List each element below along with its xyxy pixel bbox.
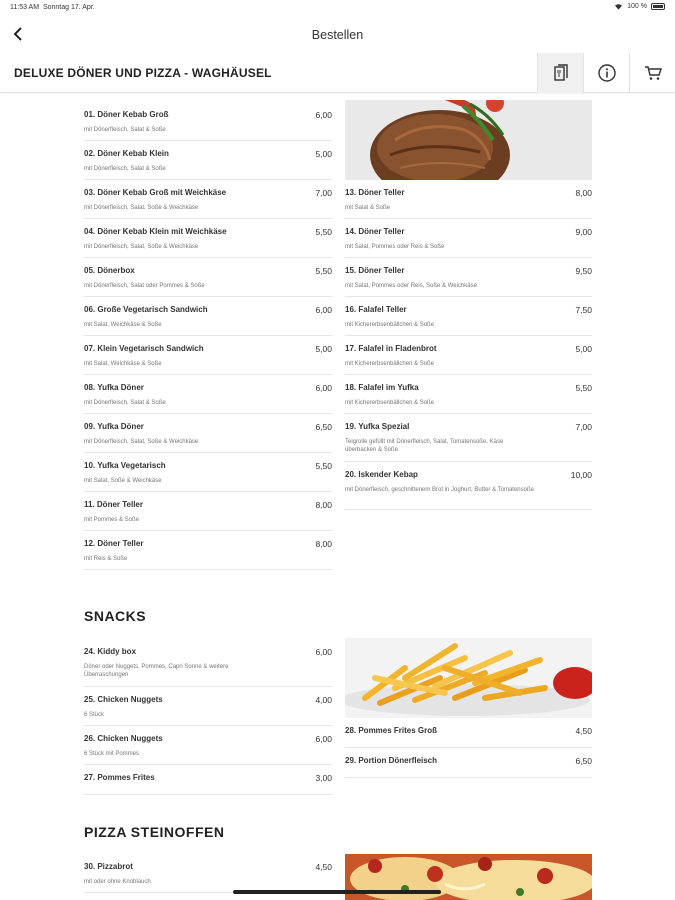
status-bar xyxy=(0,0,675,16)
menu-item[interactable] xyxy=(84,180,332,219)
menu-item[interactable] xyxy=(84,336,332,375)
menu-item-name: 13. Döner Teller xyxy=(345,188,405,197)
menu-item-price: 6,00 xyxy=(315,647,332,657)
menu-item-price: 5,50 xyxy=(575,383,592,393)
section-title-pizza: PIZZA STEINOFFEN xyxy=(84,824,225,840)
menu-item-price: 5,00 xyxy=(575,344,592,354)
menu-item[interactable] xyxy=(345,297,592,336)
menu-item-name: 30. Pizzabrot xyxy=(84,862,133,871)
cart-button[interactable] xyxy=(629,53,675,93)
menu-item-name: 06. Große Vegetarisch Sandwich xyxy=(84,305,208,314)
menu-list-pizza-left xyxy=(84,854,332,893)
menu-item-price: 4,00 xyxy=(315,695,332,705)
menu-item-description: mit Dönerfleisch, Salat & Soße xyxy=(84,166,166,172)
menu-item-price: 8,00 xyxy=(575,188,592,198)
menu-item[interactable] xyxy=(84,219,332,258)
menu-item[interactable] xyxy=(84,414,332,453)
menu-item[interactable] xyxy=(345,336,592,375)
menu-item-price: 4,50 xyxy=(575,726,592,736)
menu-item[interactable] xyxy=(345,258,592,297)
menu-item-description: 6 Stück mit Pommes xyxy=(84,751,140,757)
status-time: 11:53 AM xyxy=(10,4,40,11)
status-time-date xyxy=(10,4,95,11)
menu-item-description: mit Pommes & Soße xyxy=(84,517,140,523)
menu-item-price: 6,00 xyxy=(315,383,332,393)
menu-item-description: mit Salat, Pommes oder Reis, Soße & Weichkäse xyxy=(345,283,477,289)
menu-item-description: mit Salat & Soße xyxy=(345,205,391,211)
menu-item-name: 24. Kiddy box xyxy=(84,647,137,656)
menu-item-price: 9,50 xyxy=(575,266,592,276)
menu-card-button[interactable] xyxy=(537,53,583,93)
menu-item-name: 25. Chicken Nuggets xyxy=(84,695,163,704)
menu-item-description: mit Dönerfleisch, Salat, Soße & Weichkäse xyxy=(84,205,199,211)
menu-item-description: mit Dönerfleisch, Salat oder Pommes & Soße xyxy=(84,283,205,289)
menu-item-name: 04. Döner Kebab Klein mit Weichkäse xyxy=(84,227,227,236)
menu-item[interactable] xyxy=(84,102,332,141)
menu-item-name: 08. Yufka Döner xyxy=(84,383,144,392)
doener-image xyxy=(345,100,592,180)
menu-item-description: mit Salat, Pommes oder Reis & Soße xyxy=(345,244,445,250)
menu-item-description: mit Salat, Weichkäse & Soße xyxy=(84,322,162,328)
menu-item-description: Teigrolle gefüllt mit Dönerfleisch, Salat, Tomatensoße, Käse überbacken & Soße xyxy=(345,439,504,453)
menu-item-name: 20. Iskender Kebap xyxy=(345,470,418,479)
menu-list-main-right xyxy=(345,180,592,510)
menu-item-price: 7,50 xyxy=(575,305,592,315)
menu-item-description: mit Dönerfleisch, Salat & Soße xyxy=(84,127,166,133)
menu-item-name: 10. Yufka Vegetarisch xyxy=(84,461,166,470)
restaurant-header xyxy=(0,53,675,93)
menu-item-price: 3,00 xyxy=(315,773,332,783)
menu-item-name: 17. Falafel in Fladenbrot xyxy=(345,344,437,353)
menu-item-price: 6,00 xyxy=(315,734,332,744)
menu-item[interactable] xyxy=(345,462,592,510)
battery-icon xyxy=(651,3,665,10)
menu-list-main-left xyxy=(84,102,332,570)
menu-item-description: mit Kichererbsenbällchen & Soße xyxy=(345,322,435,328)
menu-item-name: 02. Döner Kebab Klein xyxy=(84,149,169,158)
menu-item-price: 8,00 xyxy=(315,539,332,549)
menu-item-description: mit oder ohne Knoblauch xyxy=(84,879,151,885)
fries-image xyxy=(345,638,592,718)
menu-item-name: 19. Yufka Spezial xyxy=(345,422,410,431)
menu-item-description: 6 Stück xyxy=(84,712,105,718)
menu-item-description: mit Dönerfleisch, Salat & Soße xyxy=(84,400,166,406)
menu-item[interactable] xyxy=(84,639,332,687)
menu-item-name: 05. Dönerbox xyxy=(84,266,135,275)
menu-item-price: 7,00 xyxy=(315,188,332,198)
menu-item[interactable] xyxy=(84,141,332,180)
menu-item[interactable] xyxy=(84,687,332,726)
doener-photo xyxy=(345,100,592,180)
home-indicator[interactable] xyxy=(233,890,441,894)
menu-item-price: 9,00 xyxy=(575,227,592,237)
menu-item[interactable] xyxy=(345,718,592,748)
menu-item-price: 5,00 xyxy=(315,344,332,354)
menu-item-price: 8,00 xyxy=(315,500,332,510)
menu-item-description: mit Dönerfleisch, Salat, Soße & Weichkäse xyxy=(84,244,199,250)
section-title-snacks: SNACKS xyxy=(84,608,147,624)
menu-list-snacks-left xyxy=(84,639,332,795)
battery-percent: 100 % xyxy=(627,3,647,10)
menu-item-name: 03. Döner Kebab Groß mit Weichkäse xyxy=(84,188,227,197)
menu-item-description: mit Salat, Weichkäse & Soße xyxy=(84,361,162,367)
menu-item[interactable] xyxy=(84,492,332,531)
nav-bar xyxy=(0,18,675,52)
menu-list-snacks-right xyxy=(345,718,592,778)
menu-item-price: 4,50 xyxy=(315,862,332,872)
cart-icon xyxy=(644,65,662,81)
restaurant-name: DELUXE DÖNER UND PIZZA - WAGHÄUSEL xyxy=(14,66,272,80)
menu-item[interactable] xyxy=(345,219,592,258)
menu-item-name: 01. Döner Kebab Groß xyxy=(84,110,169,119)
menu-item-description: mit Reis & Soße xyxy=(84,556,128,562)
menu-item[interactable] xyxy=(345,748,592,778)
menu-item-description: mit Kichererbsenbällchen & Soße xyxy=(345,361,435,367)
menu-item[interactable] xyxy=(84,453,332,492)
menu-item-description: mit Dönerfleisch, Salat, Soße & Weichkäse xyxy=(84,439,199,445)
menu-item-price: 5,50 xyxy=(315,227,332,237)
nav-title: Bestellen xyxy=(311,28,364,42)
menu-item[interactable] xyxy=(84,258,332,297)
menu-item-name: 16. Falafel Teller xyxy=(345,305,407,314)
menu-item-name: 26. Chicken Nuggets xyxy=(84,734,163,743)
menu-item-name: 28. Pommes Frites Groß xyxy=(345,726,438,735)
menu-item[interactable] xyxy=(84,854,332,893)
menu-item[interactable] xyxy=(84,726,332,765)
menu-item-description: Döner oder Nuggets, Pommes, Capri Sonne & weitere Überraschungen xyxy=(84,664,229,678)
wifi-icon xyxy=(614,3,623,10)
menu-item-price: 6,00 xyxy=(315,110,332,120)
menu-item-name: 29. Portion Dönerfleisch xyxy=(345,756,438,765)
menu-item[interactable] xyxy=(84,765,332,795)
menu-item-name: 15. Döner Teller xyxy=(345,266,405,275)
info-icon xyxy=(598,64,616,82)
menu-item[interactable] xyxy=(345,414,592,462)
menu-item-price: 7,00 xyxy=(575,422,592,432)
menu-item-name: 09. Yufka Döner xyxy=(84,422,144,431)
menu-item[interactable] xyxy=(84,375,332,414)
menu-item-price: 10,00 xyxy=(570,470,592,480)
menu-item[interactable] xyxy=(345,180,592,219)
menu-item[interactable] xyxy=(84,531,332,570)
menu-item-name: 27. Pommes Frites xyxy=(84,773,155,782)
menu-item-price: 6,50 xyxy=(575,756,592,766)
info-button[interactable] xyxy=(583,53,629,93)
fries-photo xyxy=(345,638,592,718)
menu-item[interactable] xyxy=(345,375,592,414)
menu-item-description: mit Kichererbsenbällchen & Soße xyxy=(345,400,435,406)
status-right xyxy=(614,3,665,10)
menu-item-price: 5,00 xyxy=(315,149,332,159)
menu-item[interactable] xyxy=(84,297,332,336)
menu-item-price: 5,50 xyxy=(315,461,332,471)
menu-book-icon xyxy=(553,64,569,82)
menu-item-name: 07. Klein Vegetarisch Sandwich xyxy=(84,344,204,353)
menu-item-description: mit Dönerfleisch, geschnittenem Brot in Joghurt, Butter & Tomatensoße xyxy=(345,487,534,493)
menu-item-name: 14. Döner Teller xyxy=(345,227,405,236)
menu-item-price: 6,50 xyxy=(315,422,332,432)
menu-item-name: 18. Falafel im Yufka xyxy=(345,383,419,392)
menu-item-description: mit Salat, Soße & Weichkäse xyxy=(84,478,162,484)
status-date: Sonntag 17. Apr. xyxy=(42,4,95,11)
menu-item-name: 11. Döner Teller xyxy=(84,500,143,509)
menu-item-name: 12. Döner Teller xyxy=(84,539,144,548)
menu-item-price: 5,50 xyxy=(315,266,332,276)
menu-item-price: 6,00 xyxy=(315,305,332,315)
